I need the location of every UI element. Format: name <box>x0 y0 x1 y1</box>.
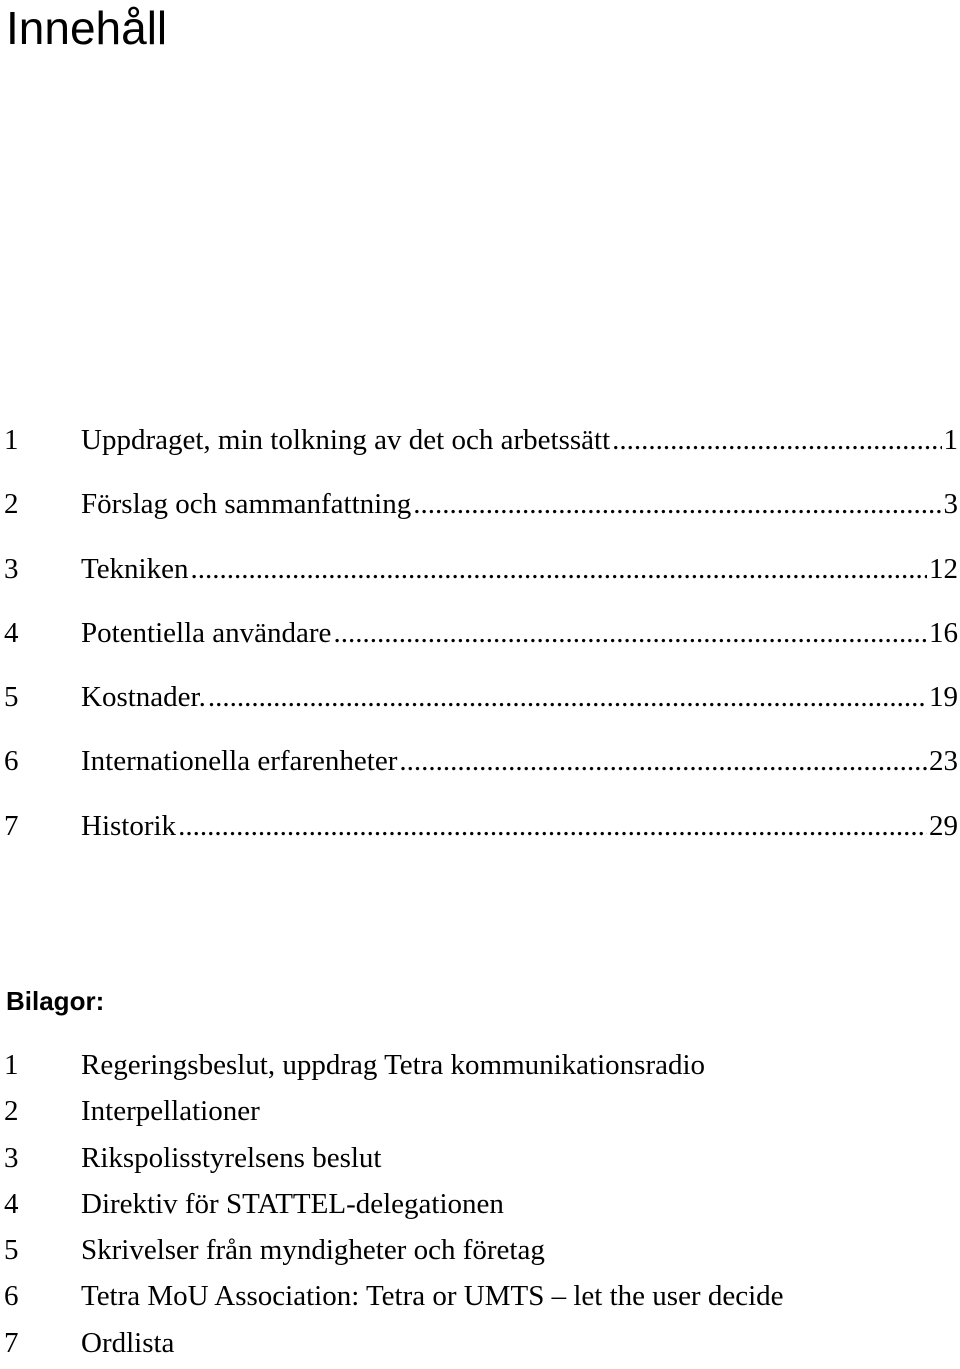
toc-entry-title: Kostnader. <box>81 681 206 714</box>
appendix-item-title: Direktiv för STATTEL-delegationen <box>81 1187 504 1220</box>
appendix-item-4 <box>0 1184 960 1230</box>
toc-entry-7[interactable] <box>0 806 960 870</box>
appendix-list <box>0 1045 960 1369</box>
toc-entry-3[interactable] <box>0 549 960 613</box>
toc-entry-number: 2 <box>4 488 19 521</box>
toc-entry-number: 4 <box>4 616 19 649</box>
toc-entry-4[interactable] <box>0 613 960 677</box>
toc-entry-number: 3 <box>4 552 19 585</box>
appendix-item-number: 3 <box>4 1141 19 1174</box>
toc-page-number: 29 <box>929 809 958 842</box>
toc-page-number: 19 <box>929 681 958 714</box>
toc-entry-5[interactable] <box>0 677 960 741</box>
toc-page-number: 3 <box>943 488 958 521</box>
toc-entry-number: 1 <box>4 424 19 456</box>
toc-entry-title: Historik <box>81 809 177 842</box>
appendix-item-7 <box>0 1323 960 1369</box>
toc-entry-title: Internationella erfarenheter <box>81 745 398 778</box>
appendix-item-number: 2 <box>4 1095 19 1128</box>
toc-entry-title: Uppdraget, min tolkning av det och arbetssätt <box>81 424 611 456</box>
appendix-item-3 <box>0 1138 960 1184</box>
appendix-item-number: 4 <box>4 1187 19 1220</box>
toc-dot-leader <box>413 484 941 524</box>
toc-page-number: 16 <box>929 616 958 649</box>
toc-entry-title: Förslag och sammanfattning <box>81 488 412 521</box>
appendix-item-1 <box>0 1045 960 1091</box>
toc-entry-6[interactable] <box>0 741 960 805</box>
toc-page-number: 12 <box>929 552 958 585</box>
appendix-item-2 <box>0 1091 960 1137</box>
table-of-contents <box>0 420 960 870</box>
appendix-item-number: 5 <box>4 1234 19 1267</box>
toc-dot-leader <box>399 741 927 781</box>
toc-entry-title: Potentiella användare <box>81 616 332 649</box>
toc-entry-number: 6 <box>4 745 19 778</box>
toc-dot-leader <box>208 677 927 717</box>
toc-page-number: 23 <box>929 745 958 778</box>
toc-dot-leader <box>333 613 927 653</box>
appendix-item-title: Tetra MoU Association: Tetra or UMTS – let the user decide <box>81 1280 784 1313</box>
toc-entry-number: 5 <box>4 681 19 714</box>
appendix-item-title: Rikspolisstyrelsens beslut <box>81 1141 382 1174</box>
toc-dot-leader <box>191 549 928 589</box>
toc-dot-leader <box>178 806 927 846</box>
appendix-item-5 <box>0 1230 960 1276</box>
toc-page-number: 1 <box>943 424 958 456</box>
appendix-item-title: Ordlista <box>81 1326 175 1359</box>
appendix-item-6 <box>0 1276 960 1322</box>
toc-entry-1[interactable] <box>0 420 960 484</box>
appendix-item-number: 7 <box>4 1326 19 1359</box>
appendix-item-title: Regeringsbeslut, uppdrag Tetra kommunikationsradio <box>81 1049 706 1081</box>
appendix-item-title: Skrivelser från myndigheter och företag <box>81 1234 545 1267</box>
toc-entry-2[interactable] <box>0 484 960 548</box>
appendix-item-title: Interpellationer <box>81 1095 260 1128</box>
toc-entry-title: Tekniken <box>81 552 189 585</box>
toc-dot-leader <box>612 420 941 460</box>
toc-entry-number: 7 <box>4 809 19 842</box>
appendix-heading: Bilagor: <box>6 986 105 1016</box>
page-title: Innehåll <box>6 2 168 54</box>
appendix-item-number: 6 <box>4 1280 19 1313</box>
appendix-item-number: 1 <box>4 1049 19 1081</box>
